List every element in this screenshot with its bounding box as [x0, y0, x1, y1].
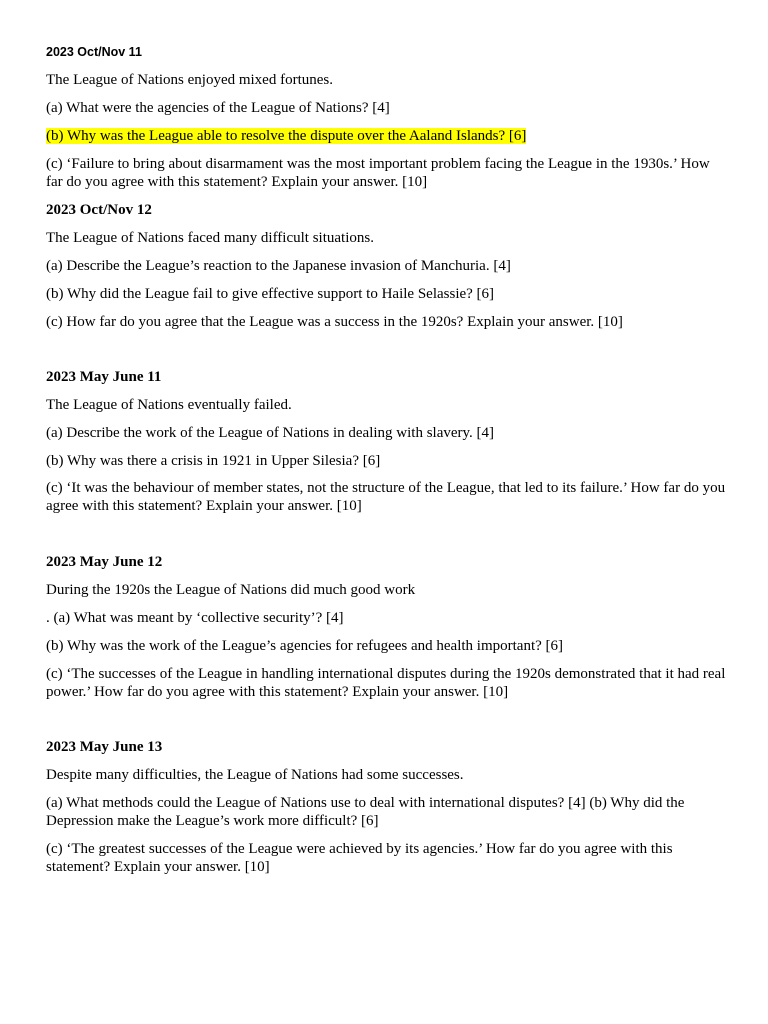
section-intro: The League of Nations enjoyed mixed fortunes. [46, 72, 333, 88]
question-b: (b) Why did the League fail to give effective support to Haile Selassie? [6] [46, 286, 495, 302]
question-a: . (a) What was meant by ‘collective security’? [4] [46, 610, 344, 626]
question-c: (c) ‘The greatest successes of the League were achieved by its agencies.’ How far do you agree with this statement? Explain your answer. [10] [46, 841, 673, 875]
section-intro: The League of Nations eventually failed. [46, 397, 292, 413]
section-heading: 2023 May June 13 [46, 739, 163, 755]
question-c: (c) ‘Failure to bring about disarmament was the most important problem facing the League in the 1930s.’ How far do you agree with this statement? Explain your answer. [10] [46, 156, 710, 190]
question-b: (b) Why was there a crisis in 1921 in Upper Silesia? [6] [46, 453, 381, 469]
question-b: (b) Why was the work of the League’s agencies for refugees and health important? [6] [46, 638, 564, 654]
question-c: (c) ‘It was the behaviour of member states, not the structure of the League, that led to its failure.’ How far do you agree with this statement? Explain your answer. [10] [46, 480, 726, 514]
question-a: (a) Describe the work of the League of Nations in dealing with slavery. [4] [46, 425, 495, 441]
section-intro: During the 1920s the League of Nations did much good work [46, 582, 416, 598]
section-intro: The League of Nations faced many difficult situations. [46, 230, 374, 246]
section-heading: 2023 Oct/Nov 11 [46, 45, 142, 59]
highlighted-text: (b) Why was the League able to resolve the dispute over the Aaland Islands? [6] [46, 128, 527, 144]
question-b-highlighted [46, 127, 726, 145]
question-a-b: (a) What methods could the League of Nations use to deal with international disputes? [4] (b) Why did the Depression make the League’s work more difficult? [6] [46, 795, 685, 829]
section-intro: Despite many difficulties, the League of Nations had some successes. [46, 767, 464, 783]
section-heading: 2023 May June 12 [46, 554, 163, 570]
section-heading: 2023 Oct/Nov 12 [46, 202, 152, 218]
question-a: (a) Describe the League’s reaction to the Japanese invasion of Manchuria. [4] [46, 258, 511, 274]
question-c: (c) ‘The successes of the League in handling international disputes during the 1920s demonstrated that it had real power.’ How far do you agree with this statement? Explain your answer. [10] [46, 666, 726, 700]
question-c: (c) How far do you agree that the League was a success in the 1920s? Explain your answer. [10] [46, 314, 623, 330]
question-a: (a) What were the agencies of the League of Nations? [4] [46, 100, 390, 116]
section-heading: 2023 May June 11 [46, 369, 162, 385]
